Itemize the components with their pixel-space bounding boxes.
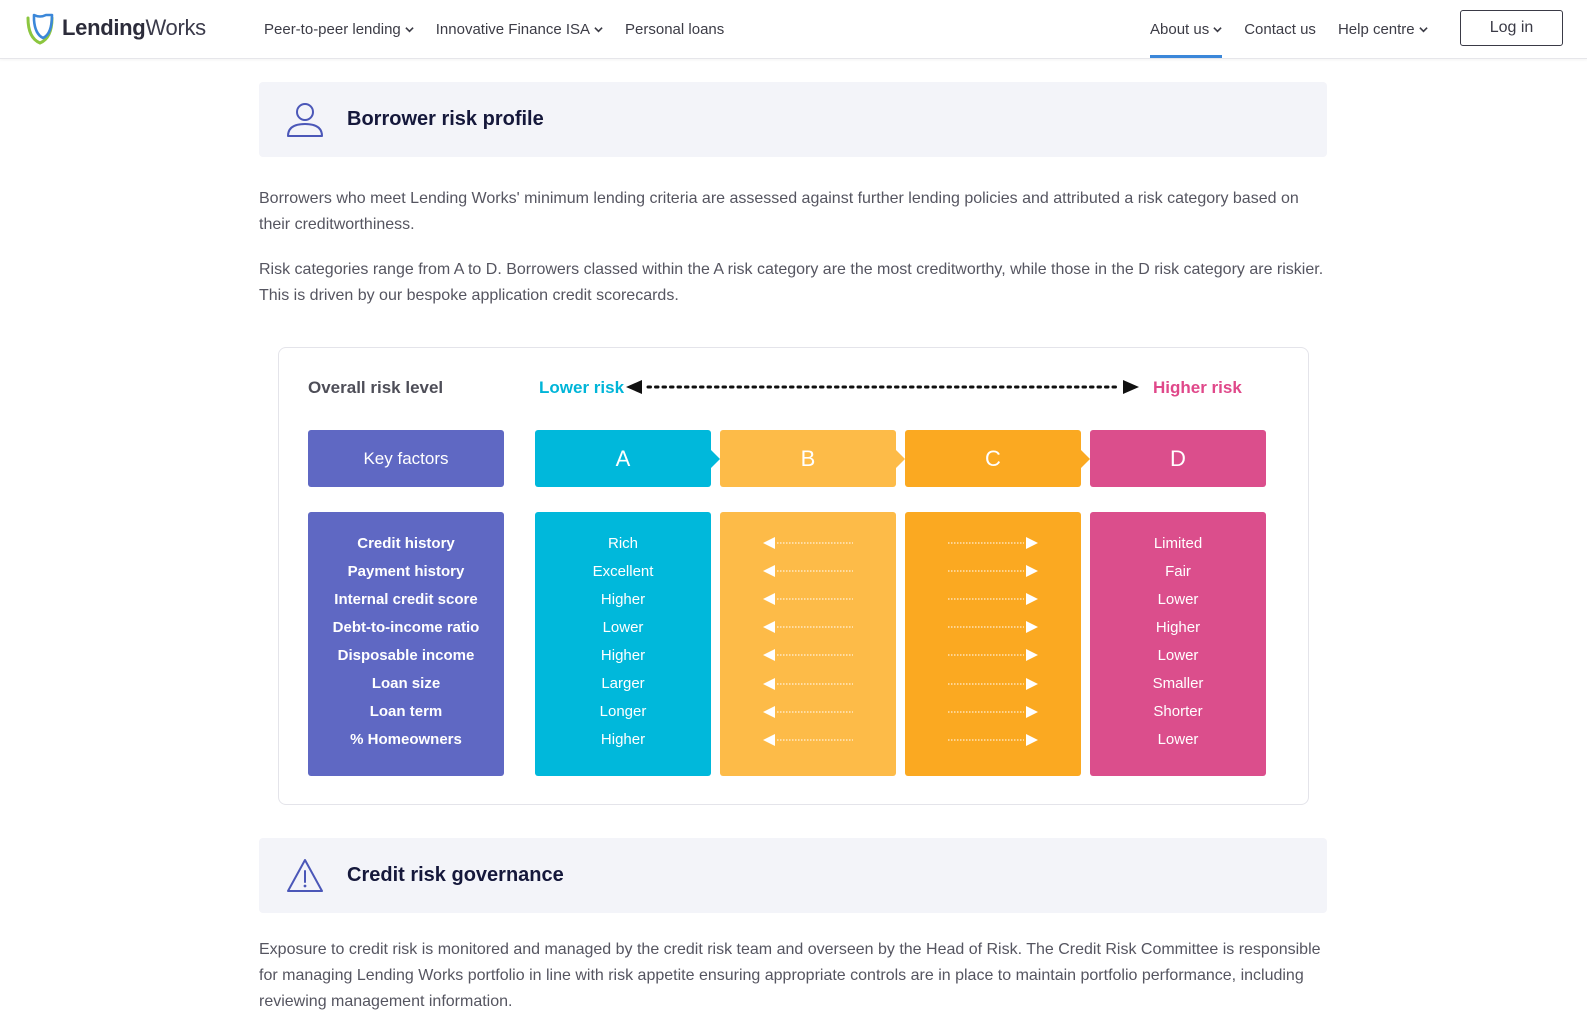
a-value: Excellent bbox=[592, 562, 654, 580]
chevron-right-icon bbox=[711, 450, 720, 468]
key-factors-header: Key factors bbox=[308, 430, 504, 487]
category-c-column bbox=[905, 512, 1081, 776]
overall-risk-level-label: Overall risk level bbox=[308, 378, 444, 397]
nav-label: Personal loans bbox=[625, 20, 725, 38]
log-in-button[interactable]: Log in bbox=[1460, 10, 1563, 46]
category-b-column bbox=[720, 512, 896, 776]
primary-nav bbox=[264, 0, 746, 58]
a-value: Larger bbox=[601, 675, 645, 693]
chevron-down-icon bbox=[594, 25, 603, 34]
lower-risk-label: Lower risk bbox=[539, 378, 625, 397]
borrower-risk-profile-header bbox=[259, 82, 1327, 157]
arrow-right-icon bbox=[948, 726, 1038, 754]
arrow-right-icon bbox=[948, 613, 1038, 641]
arrow-left-icon bbox=[763, 669, 853, 697]
factor-credit-history: Credit history bbox=[357, 534, 455, 552]
arrow-left-icon bbox=[763, 529, 853, 557]
a-value: Higher bbox=[600, 590, 646, 608]
risk-category-card bbox=[278, 347, 1309, 805]
higher-risk-label: Higher risk bbox=[1153, 378, 1242, 397]
a-value: Higher bbox=[600, 731, 646, 749]
d-value: Higher bbox=[1155, 618, 1201, 636]
arrow-left-icon bbox=[763, 585, 853, 613]
category-a-column bbox=[535, 512, 711, 776]
chevron-down-icon bbox=[405, 25, 414, 34]
top-navigation-bar bbox=[0, 0, 1587, 59]
arrow-left-icon bbox=[763, 726, 853, 754]
d-value: Lower bbox=[1157, 646, 1199, 664]
category-a-header: A bbox=[535, 430, 711, 487]
nav-label: Peer-to-peer lending bbox=[264, 20, 401, 38]
nav-about-us[interactable] bbox=[1150, 0, 1222, 58]
arrow-left-icon bbox=[763, 641, 853, 669]
arrow-right-icon bbox=[948, 557, 1038, 585]
borrower-paragraph-2: Risk categories range from A to D. Borrowers classed within the A risk category are the most creditworthy, while those in the D risk category are riskier. This is driven by our bespoke application credit scorecards. bbox=[259, 261, 1324, 304]
nav-personal-loans[interactable] bbox=[625, 0, 724, 58]
nav-label: About us bbox=[1150, 20, 1210, 38]
d-value: Smaller bbox=[1152, 675, 1204, 693]
nav-innovative-finance-isa[interactable] bbox=[436, 0, 603, 58]
factor-internal-credit-score: Internal credit score bbox=[334, 590, 478, 608]
d-value: Lower bbox=[1157, 590, 1199, 608]
chevron-right-icon bbox=[896, 450, 905, 468]
arrow-right-icon bbox=[948, 529, 1038, 557]
arrow-left-icon bbox=[763, 557, 853, 585]
arrow-right-icon bbox=[948, 669, 1038, 697]
nav-peer-to-peer-lending[interactable] bbox=[264, 0, 414, 58]
nav-label: Contact us bbox=[1244, 20, 1316, 38]
shield-logo-icon bbox=[22, 10, 58, 46]
person-icon bbox=[285, 100, 325, 140]
a-value: Rich bbox=[607, 534, 638, 552]
warning-icon bbox=[285, 856, 325, 896]
credit-risk-governance-header bbox=[259, 838, 1327, 913]
a-value: Lower bbox=[602, 618, 644, 636]
nav-help-centre[interactable] bbox=[1338, 0, 1428, 58]
arrow-left-icon bbox=[763, 698, 853, 726]
logo-wordmark: LendingWorks bbox=[62, 15, 206, 40]
d-value: Lower bbox=[1157, 731, 1199, 749]
arrow-right-icon bbox=[948, 585, 1038, 613]
section-title: Credit risk governance bbox=[347, 864, 564, 886]
chevron-right-icon bbox=[1081, 450, 1090, 468]
d-value: Shorter bbox=[1153, 703, 1203, 721]
factor-loan-term: Loan term bbox=[369, 703, 443, 721]
a-value: Longer bbox=[599, 703, 647, 721]
key-factors-column bbox=[308, 512, 504, 776]
category-b-header: B bbox=[720, 430, 896, 487]
risk-scale-arrow-icon bbox=[626, 379, 1139, 395]
category-c-header: C bbox=[905, 430, 1081, 487]
factor-payment-history: Payment history bbox=[347, 562, 465, 580]
nav-contact-us[interactable] bbox=[1244, 0, 1316, 58]
arrow-right-icon bbox=[948, 698, 1038, 726]
chevron-down-icon bbox=[1419, 25, 1428, 34]
d-value: Limited bbox=[1153, 534, 1203, 552]
factor-loan-size: Loan size bbox=[371, 675, 441, 693]
secondary-nav bbox=[1150, 0, 1450, 58]
factor-debt-to-income-ratio: Debt-to-income ratio bbox=[332, 618, 480, 636]
a-value: Higher bbox=[600, 646, 646, 664]
borrower-paragraph-1: Borrowers who meet Lending Works' minimum lending criteria are assessed against further lending policies and attributed a risk category based on their creditworthiness. bbox=[259, 190, 1299, 233]
nav-label: Help centre bbox=[1337, 20, 1415, 38]
lending-works-logo[interactable] bbox=[22, 10, 206, 46]
section-title: Borrower risk profile bbox=[347, 108, 544, 130]
factor-disposable-income: Disposable income bbox=[337, 646, 475, 664]
chevron-down-icon bbox=[1213, 25, 1222, 34]
category-d-column bbox=[1090, 512, 1266, 776]
governance-paragraph: Exposure to credit risk is monitored and managed by the credit risk team and overseen by the Head of Risk. The Credit Risk Committee is responsible for managing Lending Works portfolio in line with risk appetite ensuring appropriate controls are in place to maintain portfolio performance, including reviewing management information. bbox=[259, 941, 1321, 1010]
nav-label: Innovative Finance ISA bbox=[435, 20, 591, 38]
arrow-right-icon bbox=[948, 641, 1038, 669]
factor-homeowners: % Homeowners bbox=[350, 731, 462, 749]
arrow-left-icon bbox=[763, 613, 853, 641]
d-value: Fair bbox=[1165, 562, 1191, 580]
category-d-header: D bbox=[1090, 430, 1266, 487]
